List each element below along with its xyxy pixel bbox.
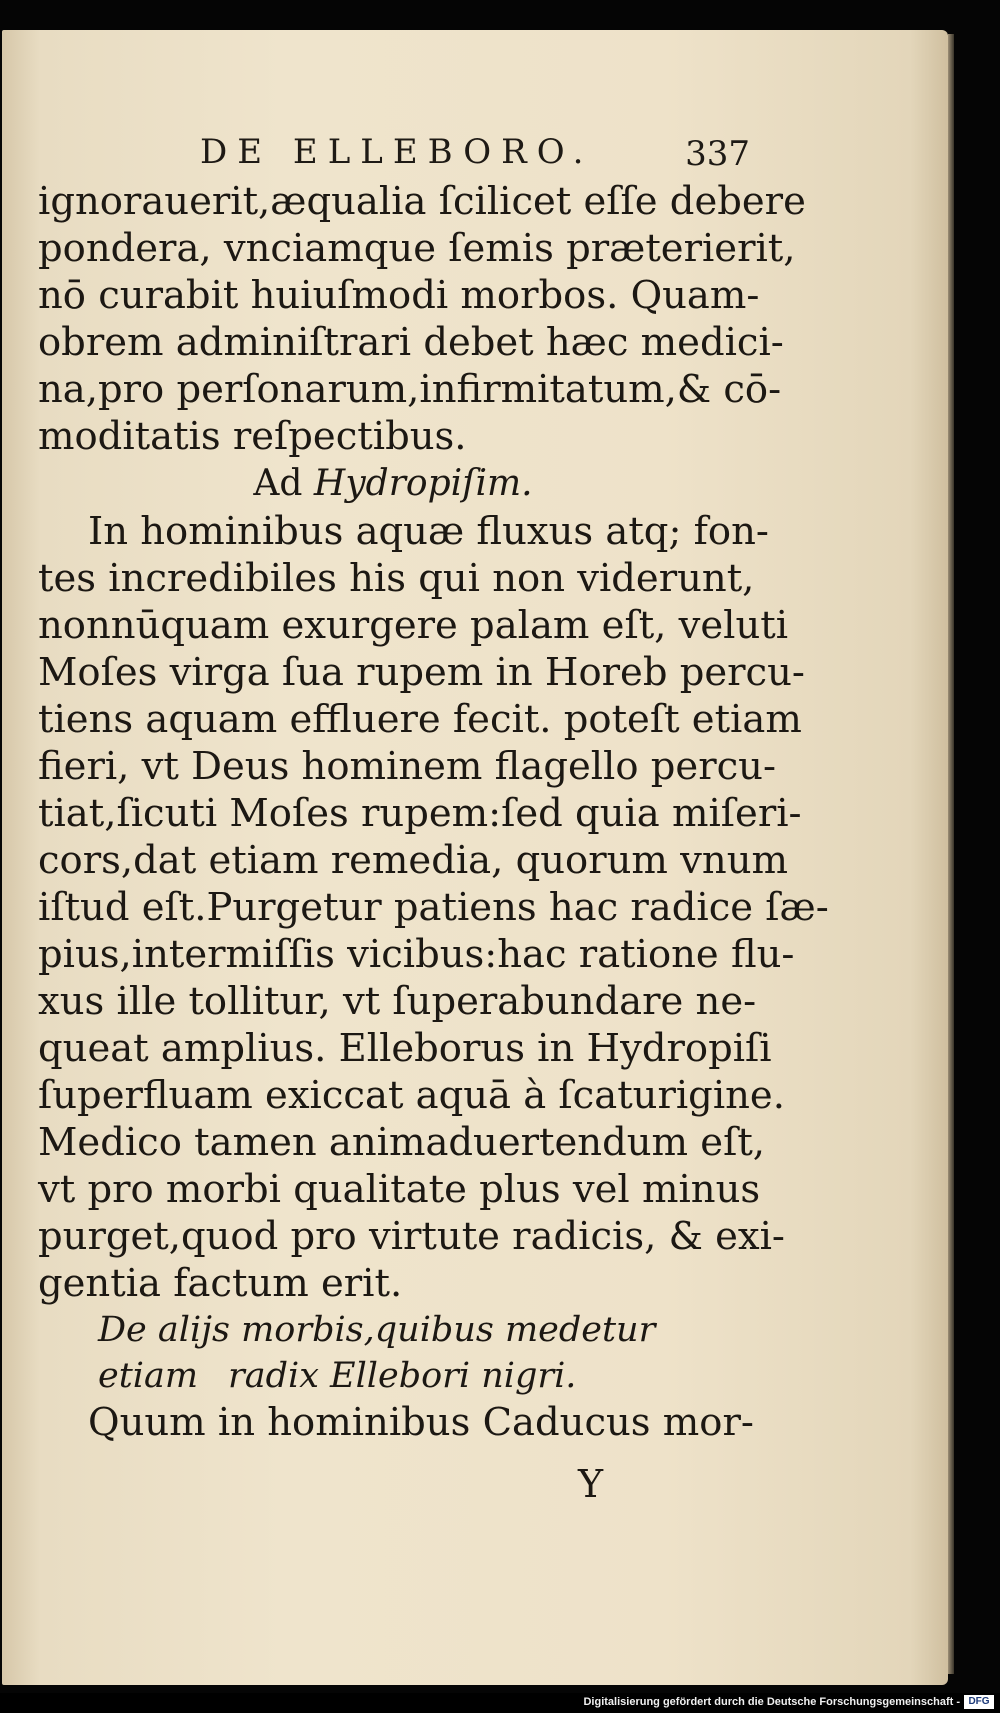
text-line: fieri, vt Deus hominem flagello percu-: [38, 744, 776, 789]
text-line: Medico tamen animaduertendum eſt,: [38, 1120, 766, 1165]
text-line: In hominibus aquæ fluxus atq; fon-: [88, 509, 769, 554]
text-line: tes incredibiles his qui non viderunt,: [38, 556, 755, 601]
text-line: pius,intermiſſis vicibus:hac ratione flu-: [38, 932, 795, 977]
text-line: nonnūquam exurgere palam eſt, veluti: [38, 603, 789, 648]
text-line: ſuperfluam exiccat aquā à ſcaturigine.: [38, 1073, 785, 1118]
heading-italic-part: Hydropiſim.: [313, 463, 533, 504]
text-line: Quum in hominibus Caducus mor-: [88, 1400, 754, 1445]
page-number: 337: [685, 134, 750, 174]
text-line: nō curabit huiuſmodi morbos. Quam-: [38, 273, 760, 318]
signature-mark: Y: [578, 1462, 604, 1506]
text-line: iſtud eſt.Purgetur patiens hac radice ſæ-: [38, 885, 829, 930]
dfg-logo: DFG: [964, 1695, 994, 1709]
page-edge: [948, 34, 954, 1674]
section-heading-hydropisis: [38, 460, 748, 508]
heading-roman-part: Ad: [253, 463, 314, 504]
text-line: xus ille tollitur, vt ſuperabundare ne-: [38, 979, 757, 1024]
page-header: [130, 132, 750, 180]
running-title: DE ELLEBORO.: [200, 132, 594, 172]
text-line: purget,quod pro virtute radicis, & exi-: [38, 1214, 785, 1259]
text-line: Moſes virga ſua rupem in Horeb percu-: [38, 650, 805, 695]
section-heading-other-diseases: De alijs morbis,quibus medetur etiam: [98, 1310, 656, 1396]
text-line: gentia factum erit.: [38, 1261, 403, 1306]
text-line: cors,dat etiam remedia, quorum vnum: [38, 838, 788, 883]
digitization-credit: Digitalisierung gefördert durch die Deutsche Forschungsgemeinschaft -: [583, 1696, 960, 1708]
text-line: moditatis reſpectibus.: [38, 414, 467, 459]
text-line: obrem adminiſtrari debet hæc medici-: [38, 320, 784, 365]
text-line: na,pro perſonarum,infirmitatum,& cō-: [38, 367, 782, 412]
text-line: tiens aquam effluere fecit. poteſt etiam: [38, 697, 802, 742]
page-body: [38, 178, 829, 1446]
text-line: queat amplius. Elleborus in Hydropiſi: [38, 1026, 772, 1071]
text-line: ignorauerit,æqualia ſcilicet eſſe debere: [38, 179, 806, 224]
text-line: tiat,ſicuti Moſes rupem:ſed quia miſeri-: [38, 791, 802, 836]
text-line: vt pro morbi qualitate plus vel minus: [38, 1167, 761, 1212]
section-heading-other-diseases-cont: radix Ellebori nigri.: [228, 1356, 577, 1396]
text-line: pondera, vnciamque ſemis præterierit,: [38, 226, 796, 271]
